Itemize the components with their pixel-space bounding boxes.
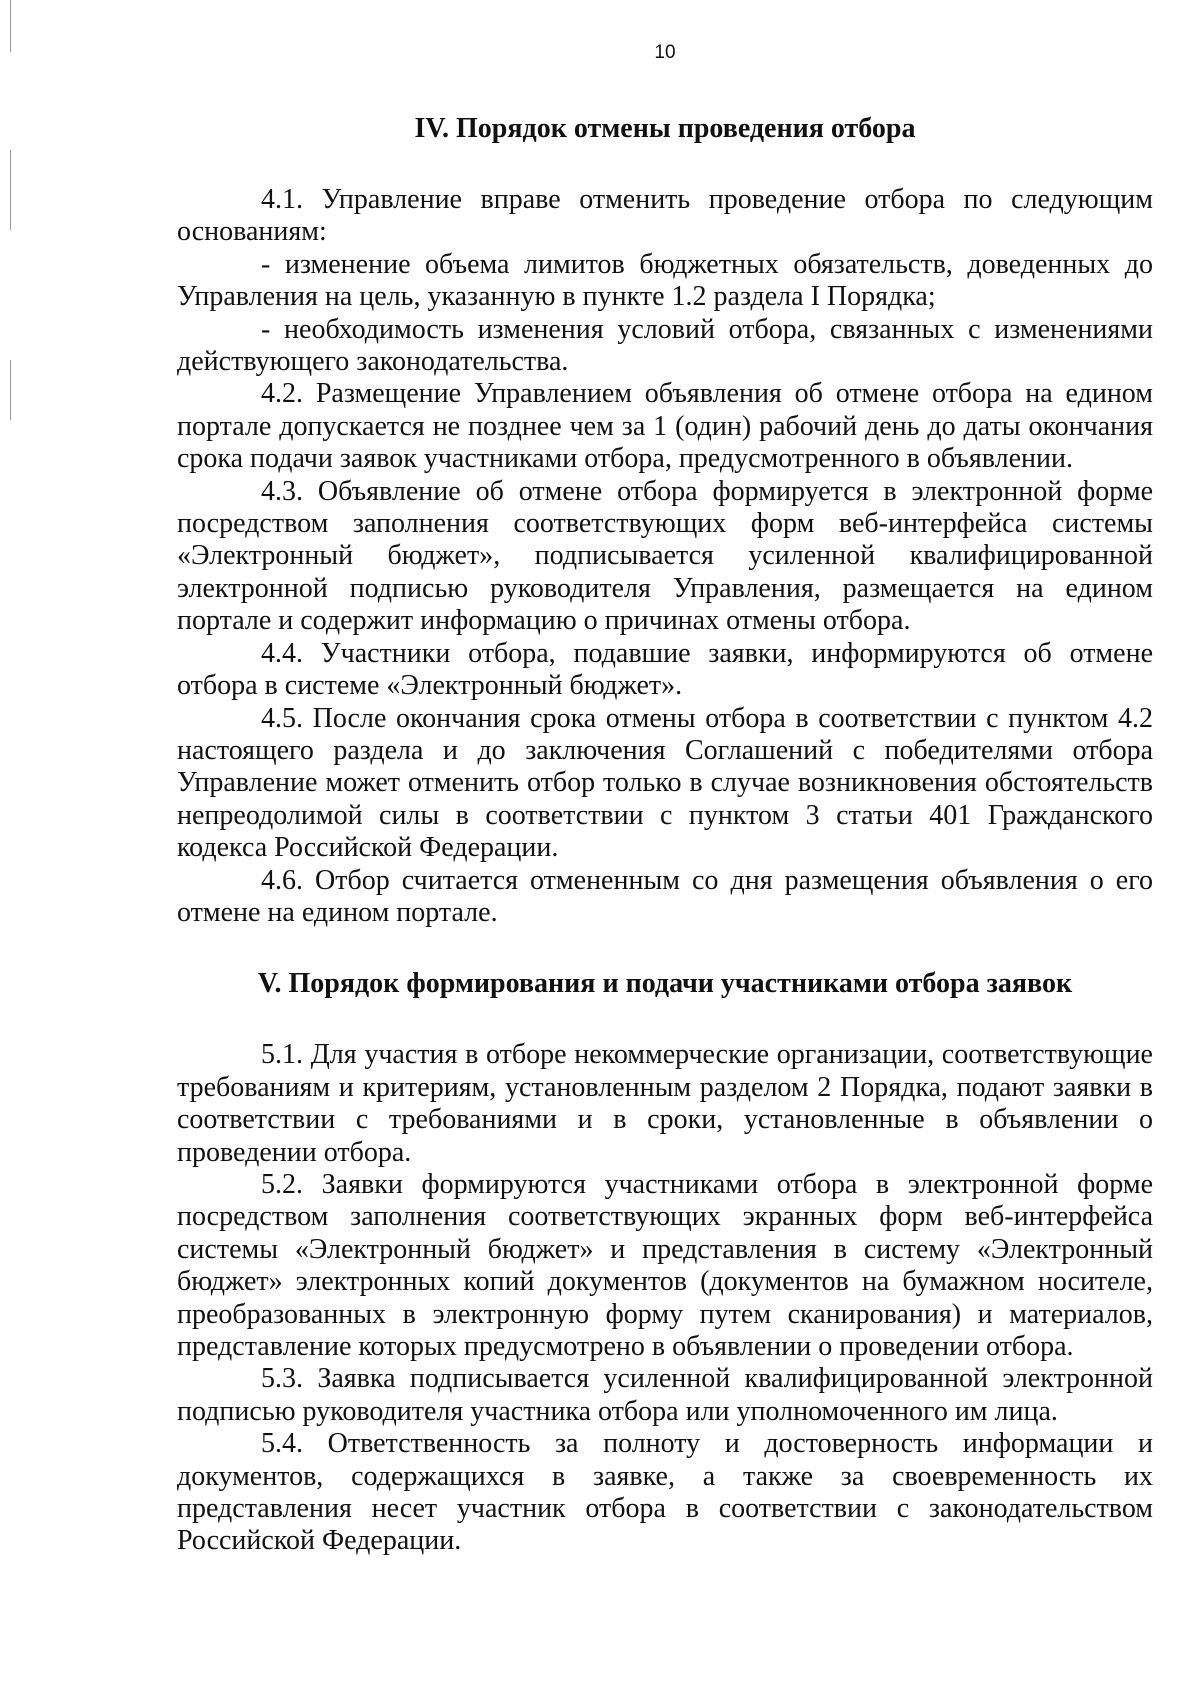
document-page xyxy=(177,40,1153,1558)
paragraph-5-1: 5.1. Для участия в отборе некоммерческие организации, соответствующие требованиям и критериям, установленным разделом 2 Порядка, подают заявки в соответствии с требованиями и в сроки, установленные в объявлении о проведении отбора. xyxy=(177,1039,1153,1168)
paragraph-5-2: 5.2. Заявки формируются участниками отбора в электронной форме посредством заполнения соответствующих экранных форм веб-интерфейса системы «Электронный бюджет» и представления в систему «Электронный бюджет» электронных копий документов (документов на бумажном носителе, преобразованных в электронную форму путем сканирования) и материалов, представление которых предусмотрено в объявлении о проведении отбора. xyxy=(177,1168,1153,1362)
paragraph-4-5: 4.5. После окончания срока отмены отбора в соответствии с пунктом 4.2 настоящего раздела и до заключения Соглашений с победителями отбора Управление может отменить отбор только в случае возникновения обстоятельств непреодолимой силы в соответствии с пунктом 3 статьи 401 Гражданского кодекса Российской Федерации. xyxy=(177,702,1153,864)
paragraph-4-1: 4.1. Управление вправе отменить проведение отбора по следующим основаниям: xyxy=(177,184,1153,248)
paragraph-4-6: 4.6. Отбор считается отмененным со дня размещения объявления о его отмене на едином портале. xyxy=(177,864,1153,928)
list-item-limits-change: - изменение объема лимитов бюджетных обязательств, доведенных до Управления на цель, указанную в пункте 1.2 раздела I Порядка; xyxy=(177,248,1153,313)
section-v xyxy=(177,967,1153,1558)
paragraph-5-4: 5.4. Ответственность за полноту и достоверность информации и документов, содержащихся в заявке, а также за своевременность их представления несет участник отбора в соответствии с законодательством Российской Федерации. xyxy=(177,1428,1153,1557)
scan-edge-line xyxy=(10,150,11,230)
paragraph-4-3: 4.3. Объявление об отмене отбора формируется в электронной форме посредством заполнения соответствующих форм веб-интерфейса системы «Электронный бюджет», подписывается усиленной квалифицированной электронной подписью руководителя Управления, размещается на едином портале и содержит информацию о причинах отмены отбора. xyxy=(177,475,1153,637)
section-heading: V. Порядок формирования и подачи участниками отбора заявок xyxy=(257,968,1073,1000)
section-heading: IV. Порядок отмены проведения отбора xyxy=(414,113,916,144)
list-item-conditions-change: - необходимость изменения условий отбора, связанных с изменениями действующего законодательства. xyxy=(177,313,1153,378)
paragraph-5-3: 5.3. Заявка подписывается усиленной квалифицированной электронной подписью руководителя участника отбора или уполномоченного им лица. xyxy=(177,1363,1153,1427)
section-iv xyxy=(177,112,1153,929)
paragraph-4-2: 4.2. Размещение Управлением объявления об отмене отбора на едином портале допускается не позднее чем за 1 (один) рабочий день до даты окончания срока подачи заявок участниками отбора, предусмотренного в объявлении. xyxy=(177,378,1153,475)
scan-edge-line xyxy=(10,360,11,420)
paragraph-4-4: 4.4. Участники отбора, подавшие заявки, информируются об отмене отбора в системе «Электронный бюджет». xyxy=(177,637,1153,702)
page-number: 10 xyxy=(654,42,676,63)
scan-edge-line xyxy=(10,0,11,52)
